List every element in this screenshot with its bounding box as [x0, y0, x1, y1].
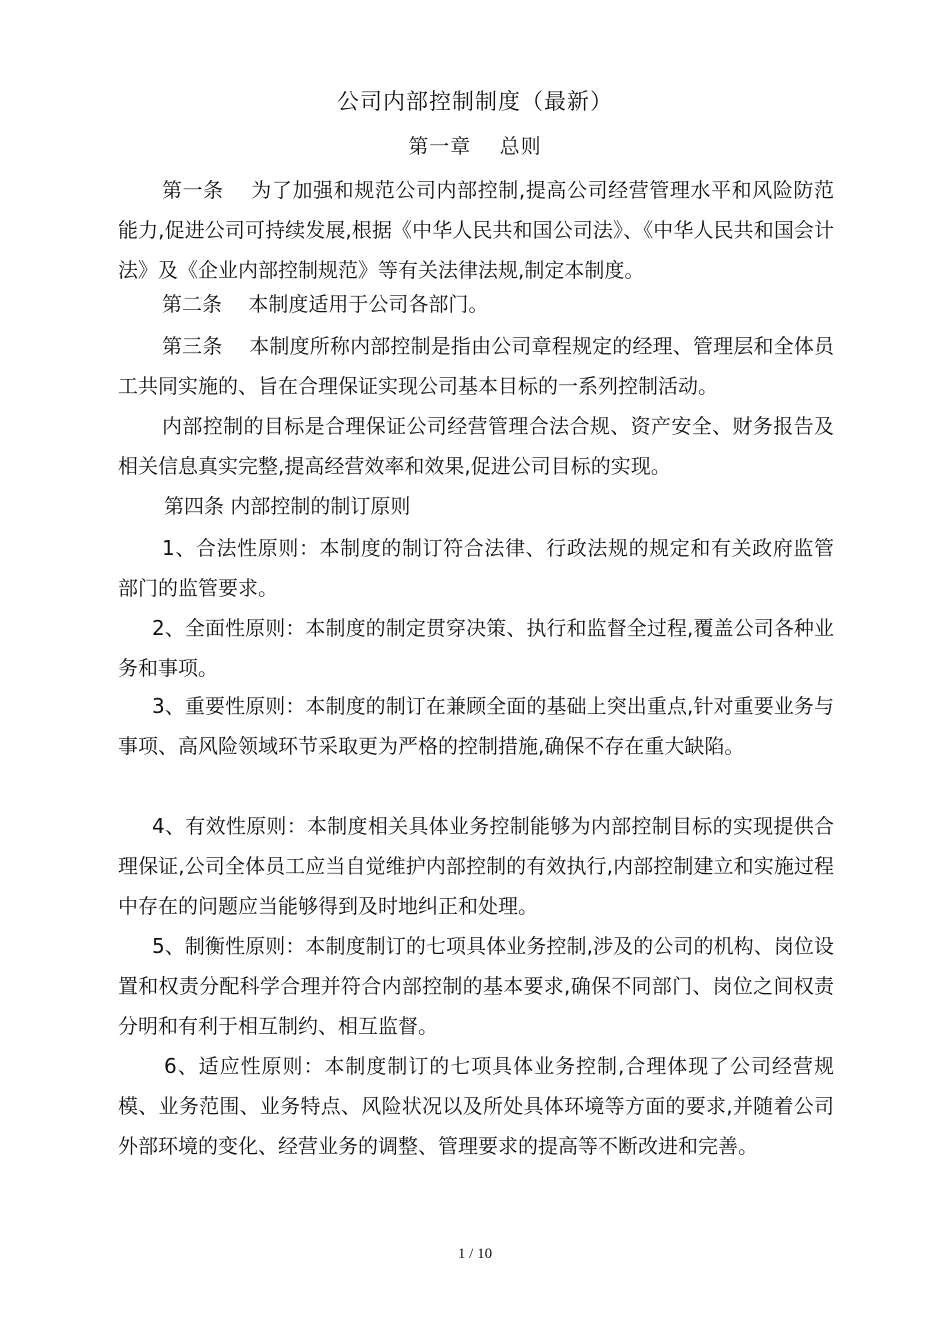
principle-6-paragraph: 6、适应性原则：本制度制订的七项具体业务控制,合理体现了公司经营规模、业务范围、业务特点、风险状况以及所处具体环境等方面的要求,并随着公司外部环境的变化、经营业务的调整、管理要求的提高等不断改进和完善。	[118, 1054, 834, 1158]
article-1-paragraph: 第一条 为了加强和规范公司内部控制,提高公司经营管理水平和风险防范能力,促进公司可持续发展,根据《中华人民共和国公司法》、《中华人民共和国会计法》及《企业内部控制规范》等有关法律法规,制定本制度。	[118, 178, 834, 282]
article-4-heading: 第四条 内部控制的制订原则	[164, 494, 411, 518]
document-title: 公司内部控制制度（最新）	[336, 90, 613, 115]
principle-3-paragraph: 3、重要性原则：本制度的制订在兼顾全面的基础上突出重点,针对重要业务与事项、高风险领域环节采取更为严格的控制措施,确保不存在重大缺陷。	[118, 694, 834, 758]
article-2-paragraph: 第二条 本制度适用于公司各部门。	[162, 292, 489, 316]
article-3-paragraph: 第三条 本制度所称内部控制是指由公司章程规定的经理、管理层和全体员工共同实施的、旨在合理保证实现公司基本目标的一系列控制活动。	[118, 334, 834, 398]
principle-4-paragraph: 4、有效性原则：本制度相关具体业务控制能够为内部控制目标的实现提供合理保证,公司全体员工应当自觉维护内部控制的有效执行,内部控制建立和实施过程中存在的问题应当能够得到及时地纠正和处理。	[118, 814, 834, 918]
chapter-heading: 第一章 总则	[408, 134, 542, 158]
principle-2-paragraph: 2、全面性原则：本制度的制定贯穿决策、执行和监督全过程,覆盖公司各种业务和事项。	[118, 616, 834, 680]
principle-5-paragraph: 5、制衡性原则：本制度制订的七项具体业务控制,涉及的公司的机构、岗位设置和权责分配科学合理并符合内部控制的基本要求,确保不同部门、岗位之间权责分明和有利于相互制约、相互监督。	[118, 934, 834, 1038]
page-number: 1 / 10	[457, 1246, 493, 1262]
principle-1-paragraph: 1、合法性原则：本制度的制订符合法律、行政法规的规定和有关政府监管部门的监管要求。	[118, 536, 834, 600]
control-objective-paragraph: 内部控制的目标是合理保证公司经营管理合法合规、资产安全、财务报告及相关信息真实完整,提高经营效率和效果,促进公司目标的实现。	[118, 414, 834, 478]
